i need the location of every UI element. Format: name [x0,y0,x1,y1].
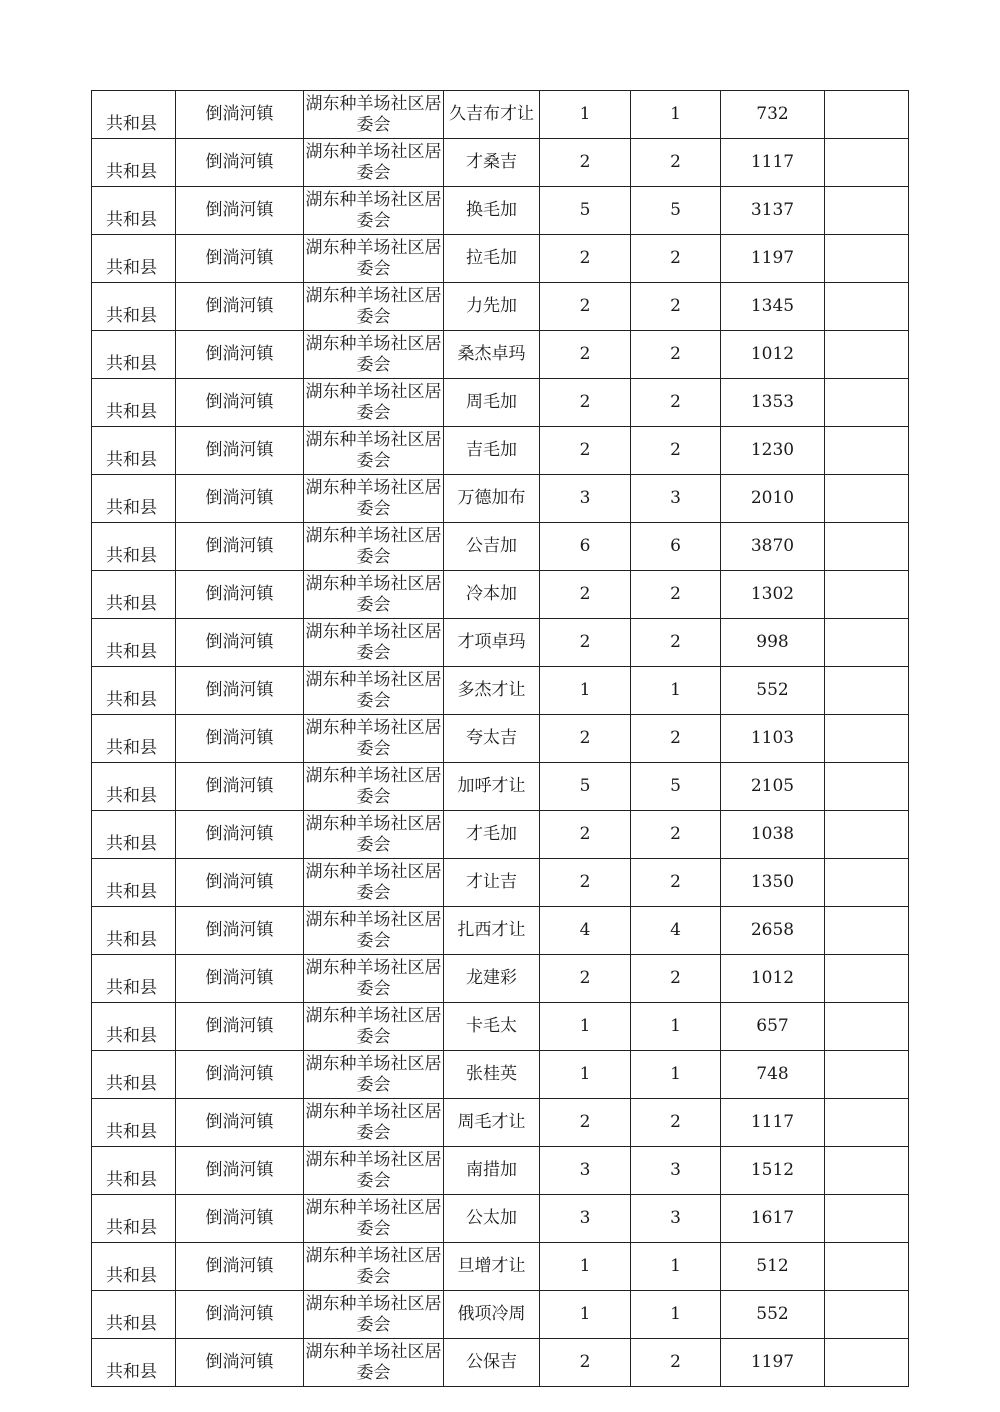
households-cell: 1 [540,667,631,715]
note-cell [825,331,909,379]
amount-cell: 1117 [721,1099,825,1147]
county-cell: 共和县 [92,379,176,427]
table-row [92,955,909,1003]
persons-cell: 2 [631,619,721,667]
county-cell: 共和县 [92,1243,176,1291]
amount-cell: 3137 [721,187,825,235]
table-row [92,1099,909,1147]
county-cell: 共和县 [92,283,176,331]
name-cell: 夸太吉 [444,715,540,763]
amount-cell: 1617 [721,1195,825,1243]
county-cell: 共和县 [92,1195,176,1243]
county-cell: 共和县 [92,139,176,187]
town-cell: 倒淌河镇 [176,811,304,859]
village-cell: 湖东种羊场社区居委会 [304,955,444,1003]
amount-cell: 3870 [721,523,825,571]
county-cell: 共和县 [92,955,176,1003]
amount-cell: 1012 [721,331,825,379]
table-row [92,907,909,955]
village-cell: 湖东种羊场社区居委会 [304,1195,444,1243]
amount-cell: 998 [721,619,825,667]
town-cell: 倒淌河镇 [176,763,304,811]
village-cell: 湖东种羊场社区居委会 [304,523,444,571]
households-cell: 3 [540,1147,631,1195]
name-cell: 公太加 [444,1195,540,1243]
name-cell: 南措加 [444,1147,540,1195]
amount-cell: 1345 [721,283,825,331]
persons-cell: 1 [631,1003,721,1051]
name-cell: 桑杰卓玛 [444,331,540,379]
table-row [92,1003,909,1051]
table-row [92,379,909,427]
name-cell: 周毛加 [444,379,540,427]
name-cell: 换毛加 [444,187,540,235]
name-cell: 多杰才让 [444,667,540,715]
relief-table [91,90,909,1387]
table-row [92,523,909,571]
name-cell: 才毛加 [444,811,540,859]
amount-cell: 1230 [721,427,825,475]
name-cell: 拉毛加 [444,235,540,283]
village-cell: 湖东种羊场社区居委会 [304,235,444,283]
persons-cell: 1 [631,1291,721,1339]
households-cell: 2 [540,235,631,283]
amount-cell: 512 [721,1243,825,1291]
town-cell: 倒淌河镇 [176,1195,304,1243]
amount-cell: 2010 [721,475,825,523]
village-cell: 湖东种羊场社区居委会 [304,1099,444,1147]
county-cell: 共和县 [92,427,176,475]
name-cell: 才让吉 [444,859,540,907]
households-cell: 2 [540,427,631,475]
village-cell: 湖东种羊场社区居委会 [304,475,444,523]
persons-cell: 2 [631,811,721,859]
county-cell: 共和县 [92,571,176,619]
persons-cell: 2 [631,139,721,187]
village-cell: 湖东种羊场社区居委会 [304,1051,444,1099]
households-cell: 1 [540,1003,631,1051]
name-cell: 万德加布 [444,475,540,523]
table-row [92,283,909,331]
note-cell [825,955,909,1003]
village-cell: 湖东种羊场社区居委会 [304,427,444,475]
persons-cell: 2 [631,283,721,331]
persons-cell: 1 [631,91,721,139]
amount-cell: 1197 [721,1339,825,1387]
note-cell [825,1099,909,1147]
amount-cell: 552 [721,667,825,715]
amount-cell: 1350 [721,859,825,907]
amount-cell: 732 [721,91,825,139]
county-cell: 共和县 [92,859,176,907]
county-cell: 共和县 [92,1003,176,1051]
persons-cell: 1 [631,667,721,715]
table-row [92,1339,909,1387]
amount-cell: 1353 [721,379,825,427]
persons-cell: 2 [631,955,721,1003]
county-cell: 共和县 [92,475,176,523]
persons-cell: 1 [631,1243,721,1291]
name-cell: 龙建彩 [444,955,540,1003]
households-cell: 2 [540,859,631,907]
note-cell [825,1003,909,1051]
persons-cell: 2 [631,235,721,283]
county-cell: 共和县 [92,763,176,811]
name-cell: 才项卓玛 [444,619,540,667]
table-row [92,763,909,811]
households-cell: 1 [540,1291,631,1339]
households-cell: 2 [540,955,631,1003]
table-row [92,811,909,859]
households-cell: 2 [540,139,631,187]
note-cell [825,619,909,667]
persons-cell: 6 [631,523,721,571]
table-row [92,715,909,763]
note-cell [825,187,909,235]
village-cell: 湖东种羊场社区居委会 [304,907,444,955]
village-cell: 湖东种羊场社区居委会 [304,571,444,619]
note-cell [825,235,909,283]
name-cell: 旦增才让 [444,1243,540,1291]
table-row [92,91,909,139]
households-cell: 1 [540,1051,631,1099]
town-cell: 倒淌河镇 [176,1291,304,1339]
households-cell: 1 [540,91,631,139]
village-cell: 湖东种羊场社区居委会 [304,283,444,331]
note-cell [825,1291,909,1339]
town-cell: 倒淌河镇 [176,619,304,667]
amount-cell: 1117 [721,139,825,187]
table-row [92,571,909,619]
note-cell [825,1243,909,1291]
amount-cell: 1038 [721,811,825,859]
table-row [92,187,909,235]
persons-cell: 2 [631,379,721,427]
persons-cell: 3 [631,475,721,523]
county-cell: 共和县 [92,811,176,859]
town-cell: 倒淌河镇 [176,571,304,619]
name-cell: 扎西才让 [444,907,540,955]
households-cell: 2 [540,715,631,763]
county-cell: 共和县 [92,1099,176,1147]
town-cell: 倒淌河镇 [176,1003,304,1051]
note-cell [825,1051,909,1099]
note-cell [825,139,909,187]
households-cell: 6 [540,523,631,571]
households-cell: 2 [540,811,631,859]
county-cell: 共和县 [92,331,176,379]
village-cell: 湖东种羊场社区居委会 [304,1291,444,1339]
note-cell [825,667,909,715]
households-cell: 2 [540,331,631,379]
amount-cell: 657 [721,1003,825,1051]
table-row [92,619,909,667]
name-cell: 吉毛加 [444,427,540,475]
households-cell: 5 [540,763,631,811]
persons-cell: 3 [631,1195,721,1243]
note-cell [825,379,909,427]
amount-cell: 1302 [721,571,825,619]
town-cell: 倒淌河镇 [176,139,304,187]
persons-cell: 2 [631,1339,721,1387]
households-cell: 2 [540,283,631,331]
town-cell: 倒淌河镇 [176,187,304,235]
households-cell: 2 [540,1099,631,1147]
note-cell [825,523,909,571]
town-cell: 倒淌河镇 [176,1147,304,1195]
amount-cell: 1103 [721,715,825,763]
village-cell: 湖东种羊场社区居委会 [304,1003,444,1051]
amount-cell: 1512 [721,1147,825,1195]
persons-cell: 2 [631,859,721,907]
note-cell [825,907,909,955]
name-cell: 公吉加 [444,523,540,571]
name-cell: 才桑吉 [444,139,540,187]
table-row [92,1195,909,1243]
households-cell: 2 [540,379,631,427]
table-row [92,1147,909,1195]
name-cell: 卡毛太 [444,1003,540,1051]
town-cell: 倒淌河镇 [176,427,304,475]
town-cell: 倒淌河镇 [176,1243,304,1291]
name-cell: 张桂英 [444,1051,540,1099]
note-cell [825,811,909,859]
county-cell: 共和县 [92,91,176,139]
name-cell: 力先加 [444,283,540,331]
note-cell [825,859,909,907]
village-cell: 湖东种羊场社区居委会 [304,715,444,763]
county-cell: 共和县 [92,619,176,667]
village-cell: 湖东种羊场社区居委会 [304,1339,444,1387]
persons-cell: 5 [631,763,721,811]
table-row [92,1291,909,1339]
village-cell: 湖东种羊场社区居委会 [304,1243,444,1291]
note-cell [825,763,909,811]
village-cell: 湖东种羊场社区居委会 [304,379,444,427]
name-cell: 加呼才让 [444,763,540,811]
note-cell [825,1147,909,1195]
table-row [92,667,909,715]
table-row [92,475,909,523]
persons-cell: 1 [631,1051,721,1099]
town-cell: 倒淌河镇 [176,331,304,379]
village-cell: 湖东种羊场社区居委会 [304,91,444,139]
town-cell: 倒淌河镇 [176,379,304,427]
households-cell: 2 [540,1339,631,1387]
village-cell: 湖东种羊场社区居委会 [304,187,444,235]
town-cell: 倒淌河镇 [176,235,304,283]
note-cell [825,283,909,331]
town-cell: 倒淌河镇 [176,859,304,907]
county-cell: 共和县 [92,235,176,283]
village-cell: 湖东种羊场社区居委会 [304,139,444,187]
persons-cell: 2 [631,1099,721,1147]
name-cell: 周毛才让 [444,1099,540,1147]
town-cell: 倒淌河镇 [176,283,304,331]
county-cell: 共和县 [92,667,176,715]
town-cell: 倒淌河镇 [176,1051,304,1099]
town-cell: 倒淌河镇 [176,1099,304,1147]
households-cell: 5 [540,187,631,235]
town-cell: 倒淌河镇 [176,91,304,139]
village-cell: 湖东种羊场社区居委会 [304,1147,444,1195]
village-cell: 湖东种羊场社区居委会 [304,811,444,859]
amount-cell: 2105 [721,763,825,811]
town-cell: 倒淌河镇 [176,667,304,715]
name-cell: 俄项冷周 [444,1291,540,1339]
note-cell [825,475,909,523]
town-cell: 倒淌河镇 [176,523,304,571]
persons-cell: 3 [631,1147,721,1195]
households-cell: 2 [540,619,631,667]
town-cell: 倒淌河镇 [176,1339,304,1387]
county-cell: 共和县 [92,907,176,955]
village-cell: 湖东种羊场社区居委会 [304,763,444,811]
county-cell: 共和县 [92,1147,176,1195]
village-cell: 湖东种羊场社区居委会 [304,667,444,715]
table-row [92,139,909,187]
persons-cell: 2 [631,571,721,619]
note-cell [825,715,909,763]
county-cell: 共和县 [92,1339,176,1387]
table-row [92,859,909,907]
county-cell: 共和县 [92,715,176,763]
amount-cell: 1012 [721,955,825,1003]
note-cell [825,427,909,475]
table-body [92,91,909,1387]
note-cell [825,1195,909,1243]
amount-cell: 1197 [721,235,825,283]
persons-cell: 4 [631,907,721,955]
village-cell: 湖东种羊场社区居委会 [304,619,444,667]
county-cell: 共和县 [92,1051,176,1099]
name-cell: 冷本加 [444,571,540,619]
households-cell: 1 [540,1243,631,1291]
amount-cell: 552 [721,1291,825,1339]
note-cell [825,571,909,619]
persons-cell: 2 [631,427,721,475]
amount-cell: 2658 [721,907,825,955]
relief-table-page [91,90,909,1387]
persons-cell: 5 [631,187,721,235]
town-cell: 倒淌河镇 [176,907,304,955]
persons-cell: 2 [631,331,721,379]
town-cell: 倒淌河镇 [176,955,304,1003]
table-row [92,235,909,283]
county-cell: 共和县 [92,523,176,571]
village-cell: 湖东种羊场社区居委会 [304,859,444,907]
table-row [92,331,909,379]
note-cell [825,91,909,139]
name-cell: 久吉布才让 [444,91,540,139]
households-cell: 2 [540,571,631,619]
table-row [92,427,909,475]
note-cell [825,1339,909,1387]
county-cell: 共和县 [92,1291,176,1339]
village-cell: 湖东种羊场社区居委会 [304,331,444,379]
town-cell: 倒淌河镇 [176,715,304,763]
town-cell: 倒淌河镇 [176,475,304,523]
amount-cell: 748 [721,1051,825,1099]
table-row [92,1243,909,1291]
households-cell: 4 [540,907,631,955]
households-cell: 3 [540,1195,631,1243]
table-row [92,1051,909,1099]
name-cell: 公保吉 [444,1339,540,1387]
county-cell: 共和县 [92,187,176,235]
persons-cell: 2 [631,715,721,763]
households-cell: 3 [540,475,631,523]
